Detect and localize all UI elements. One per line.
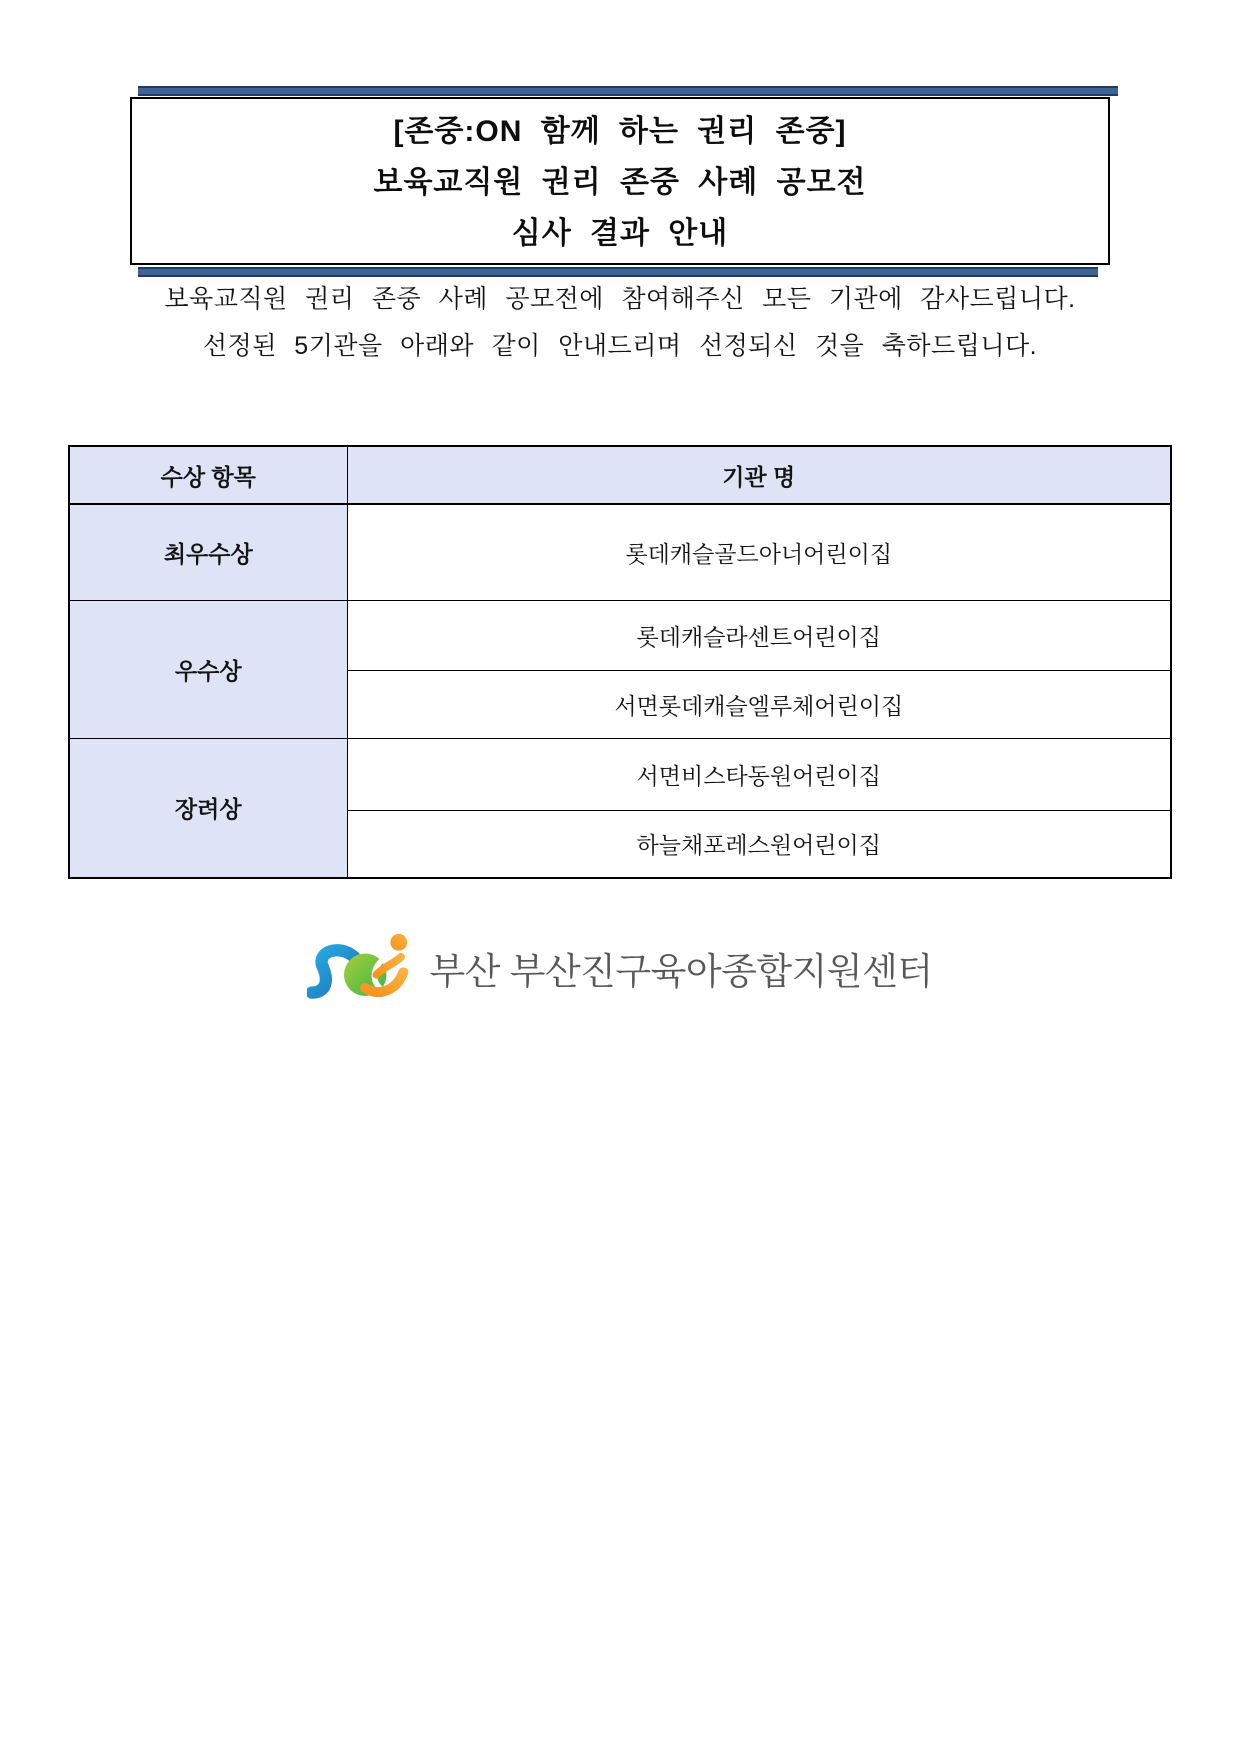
intro-paragraph <box>0 276 1240 370</box>
intro-line-1: 보육교직원 권리 존중 사례 공모전에 참여해주신 모든 기관에 감사드립니다. <box>164 285 1076 313</box>
table-header-row <box>69 446 1171 504</box>
intro-line-2: 선정된 5기관을 아래와 같이 안내드리며 선정되신 것을 축하드립니다. <box>202 332 1038 360</box>
award-cell-grand-prize: 최우수상 <box>69 504 347 600</box>
header-cell-award: 수상 항목 <box>69 446 347 504</box>
organization-logo <box>0 930 1240 1006</box>
table-row <box>69 504 1171 600</box>
table-row <box>69 600 1171 670</box>
institution-cell: 롯데캐슬골드아너어린이집 <box>347 504 1171 600</box>
title-top-accent-bar <box>138 86 1118 96</box>
institution-cell: 서면롯데캐슬엘루체어린이집 <box>347 670 1171 738</box>
institution-cell: 롯데캐슬라센트어린이집 <box>347 600 1171 670</box>
award-cell-encouragement-prize: 장려상 <box>69 738 347 878</box>
header-cell-institution: 기관 명 <box>347 446 1171 504</box>
awards-table <box>68 445 1172 879</box>
award-cell-excellence-prize: 우수상 <box>69 600 347 738</box>
table-row <box>69 738 1171 810</box>
title-line-3: 심사 결과 안내 <box>511 216 729 250</box>
title-box <box>130 97 1110 265</box>
institution-cell: 서면비스타동원어린이집 <box>347 738 1171 810</box>
organization-name: 부산 부산진구육아종합지원센터 <box>429 951 933 992</box>
sc-people-swirl-logo-icon <box>307 930 419 1006</box>
title-line-1: [존중:ON 함께 하는 권리 존중] <box>393 114 847 148</box>
institution-cell: 하늘채포레스원어린이집 <box>347 810 1171 878</box>
title-line-2: 보육교직원 권리 존중 사례 공모전 <box>373 165 867 199</box>
